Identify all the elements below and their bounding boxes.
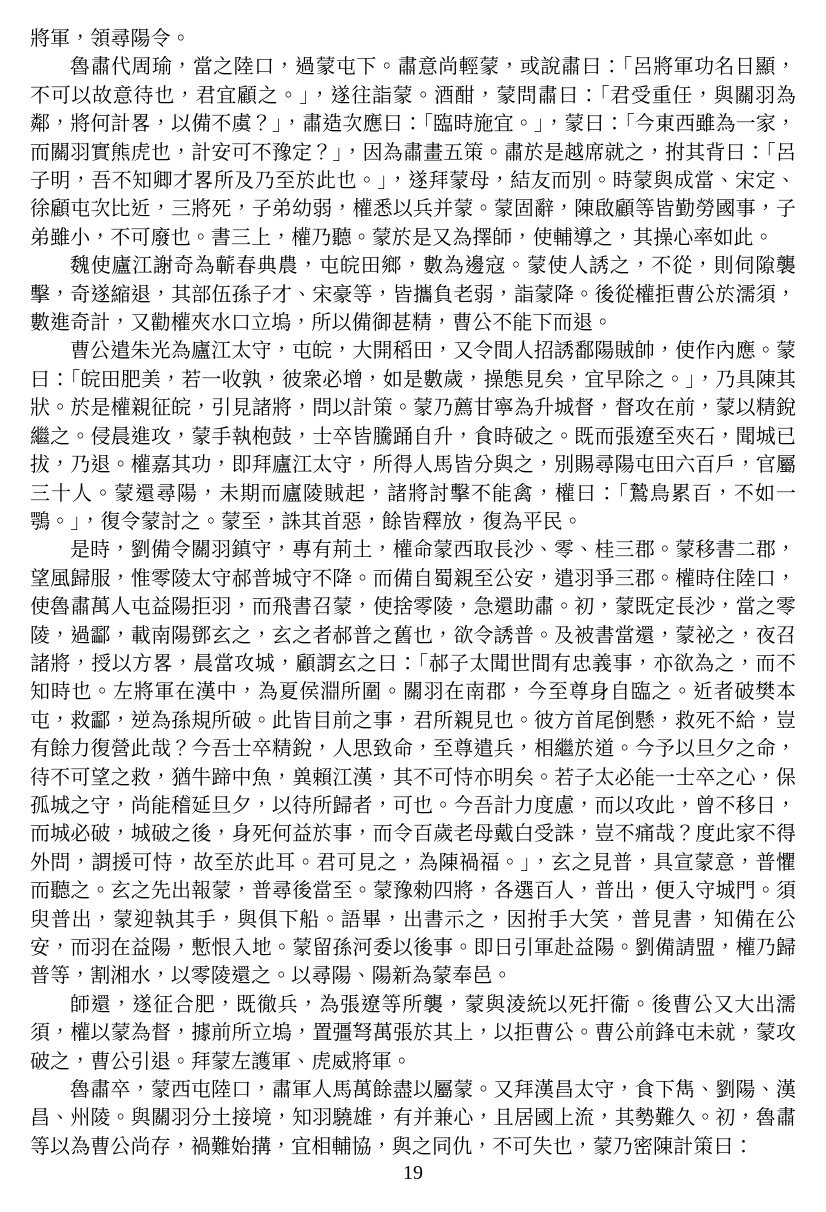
paragraph: 魏使廬江謝奇為蘄春典農，屯皖田鄉，數為邊寇。蒙使人誘之，不從，則伺隙襲擊，奇遂縮退，其部伍孫子才、宋豪等，皆攜負老弱，詣蒙降。後從權拒曹公於濡須，數進奇計，又勸權夾水口立塢，所以備御甚精，曹公不能下而退。 xyxy=(30,255,796,335)
paragraph: 魯肅卒，蒙西屯陸口，肅軍人馬萬餘盡以屬蒙。又拜漢昌太守，食下雋、劉陽、漢昌、州陵。與關羽分土接境，知羽驍雄，有并兼心，且居國上流，其勢難久。初，魯肅等以為曹公尚存，禍難始搆，宜相輔協，與之同仇，不可失也，蒙乃密陳計策曰： xyxy=(30,1079,796,1158)
paragraph: 將軍，領尋陽令。 xyxy=(30,28,191,50)
paragraph: 曹公遣朱光為廬江太守，屯皖，大開稻田，又令間人招誘鄱陽賊帥，使作內應。蒙曰：「皖田肥美，若一收孰，彼衆必增，如是數歲，操態見矣，宜早除之。」，乃具陳其狀。於是權親征皖，引見諸將，問以計策。蒙乃薦甘寧為升城督，督攻在前，蒙以精銳繼之。侵晨進攻，蒙手執枹鼓，士卒皆騰踊自升，食時破之。既而張遼至夾石，聞城已拔，乃退。權嘉其功，即拜廬江太守，所得人馬皆分與之，別賜尋陽屯田六百戶，官屬三十人。蒙還尋陽，未期而廬陵賊起，諸將討擊不能禽，權曰：「鷙鳥累百，不如一鶚。」，復令蒙討之。蒙至，誅其首惡，餘皆釋放，復為平民。 xyxy=(30,340,796,533)
text-body xyxy=(30,25,796,1163)
page-number: 19 xyxy=(403,1162,423,1184)
paragraph: 師還，遂征合肥，既徹兵，為張遼等所襲，蒙與淩統以死扞衞。後曹公又大出濡須，權以蒙為督，據前所立塢，置彊弩萬張於其上，以拒曹公。曹公前鋒屯未就，蒙攻破之，曹公引退。拜蒙左護軍、虎威將軍。 xyxy=(30,993,796,1073)
paragraph: 是時，劉備令關羽鎮守，專有荊土，權命蒙西取長沙、零、桂三郡。蒙移書二郡，望風歸服，惟零陵太守郝普城守不降。而備自蜀親至公安，遣羽爭三郡。權時住陸口，使魯肅萬人屯益陽拒羽，而飛書召蒙，使捨零陵，急還助肅。初，蒙既定長沙，當之零陵，過酃，載南陽鄧玄之，玄之者郝普之舊也，欲令誘普。及被書當還，蒙祕之，夜召諸將，授以方畧，晨當攻城，顧謂玄之曰：「郝子太聞世間有忠義事，亦欲為之，而不知時也。左將軍在漢中，為夏侯淵所圍。關羽在南郡，今至尊身自臨之。近者破樊本屯，救酃，逆為孫規所破。此皆目前之事，君所親見也。彼方首尾倒懸，救死不給，豈有餘力復營此哉？今吾士卒精銳，人思致命，至尊遣兵，相繼於道。今予以旦夕之命，待不可望之救，猶牛蹄中魚，兾賴江漢，其不可恃亦明矣。若子太必能一士卒之心，保孤城之守，尚能稽延旦夕，以待所歸者，可也。今吾計力度慮，而以攻此，曾不移日，而城必破，城破之後，身死何益於事，而令百歲老母戴白受誅，豈不痛哉？度此家不得外問，謂援可恃，故至於此耳。君可見之，為陳禍福。」，玄之見普，具宣蒙意，普懼而聽之。玄之先出報蒙，普尋後當至。蒙豫勑四將，各選百人，普出，便入守城門。須臾普出，蒙迎執其手，與俱下船。語畢，出書示之，因拊手大笑，普見書，知備在公安，而羽在益陽，慙恨入地。蒙留孫河委以後事。即日引軍赴益陽。劉備請盟，權乃歸普等，割湘水，以零陵還之。以尋陽、陽新為蒙奉邑。 xyxy=(30,539,796,988)
paragraph: 魯肅代周瑜，當之陸口，過蒙屯下。肅意尚輕蒙，或說肅曰：「呂將軍功名日顯，不可以故意待也，君宜顧之。」，遂往詣蒙。酒酣，蒙問肅曰：「君受重任，與關羽為鄰，將何計畧，以備不虞？」，肅造次應曰：「臨時施宜。」，蒙曰：「今東西雖為一家，而關羽實熊虎也，計安可不豫定？」，因為肅畫五策。肅於是越席就之，拊其背曰：「呂子明，吾不知卿才畧所及乃至於此也。」，遂拜蒙母，結友而別。時蒙與成當、宋定、徐顧屯次比近，三將死，子弟幼弱，權悉以兵并蒙。蒙固辭，陳啟顧等皆勤勞國事，子弟雖小，不可廢也。書三上，權乃聽。蒙於是又為擇師，使輔導之，其操心率如此。 xyxy=(30,56,796,249)
page-footer xyxy=(0,1162,826,1185)
